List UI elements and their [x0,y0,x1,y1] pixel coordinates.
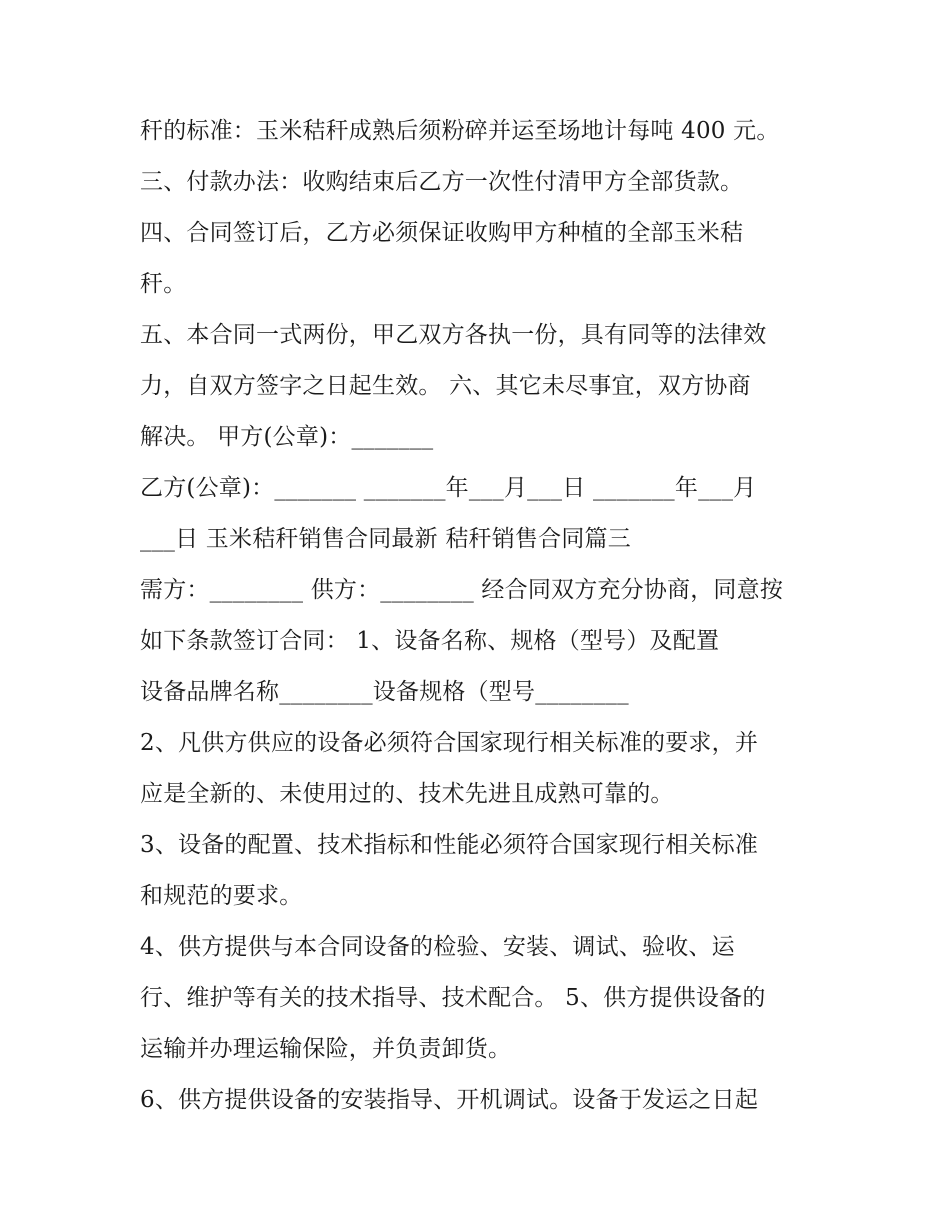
text-line: 乙方(公章)：_______ _______年___月___日 _______年___月 [140,475,757,501]
text-line: 2、凡供方供应的设备必须符合国家现行相关标准的要求，并 [140,730,759,756]
text-line: ___日 玉米秸秆销售合同最新 秸秆销售合同篇三 [140,526,631,552]
text-line: 和规范的要求。 [140,883,303,909]
text-line: 设备品牌名称________设备规格（型号________ [140,679,629,705]
contract-body-text [140,106,840,1126]
text-line: 4、供方提供与本合同设备的检验、安装、调试、验收、运 [140,934,735,960]
text-line: 运输并办理运输保险，并负责卸货。 [140,1036,512,1062]
text-line: 秆的标准：玉米秸秆成熟后须粉碎并运至场地计每吨 400 元。 [140,118,780,144]
text-line: 如下条款签订合同： 1、设备名称、规格（型号）及配置 [140,628,720,654]
text-line: 行、维护等有关的技术指导、技术配合。 5、供方提供设备的 [140,985,766,1011]
text-line: 解决。 甲方(公章)：_______ [140,424,434,450]
text-line: 力，自双方签字之日起生效。 六、其它未尽事宜，双方协商 [140,373,751,399]
text-line: 三、付款办法：收购结束后乙方一次性付清甲方全部货款。 [140,169,744,195]
text-line: 需方：________ 供方：________ 经合同双方充分协商，同意按 [140,577,784,603]
text-line: 3、设备的配置、技术指标和性能必须符合国家现行相关标准 [140,832,759,858]
text-line: 五、本合同一式两份，甲乙双方各执一份，具有同等的法律效 [140,322,767,348]
text-line: 四、合同签订后，乙方必须保证收购甲方种植的全部玉米秸 [140,220,744,246]
text-line: 应是全新的、未使用过的、技术先进且成熟可靠的。 [140,781,674,807]
text-line: 6、供方提供设备的安装指导、开机调试。设备于发运之日起 [140,1087,759,1113]
text-line: 秆。 [140,271,187,297]
